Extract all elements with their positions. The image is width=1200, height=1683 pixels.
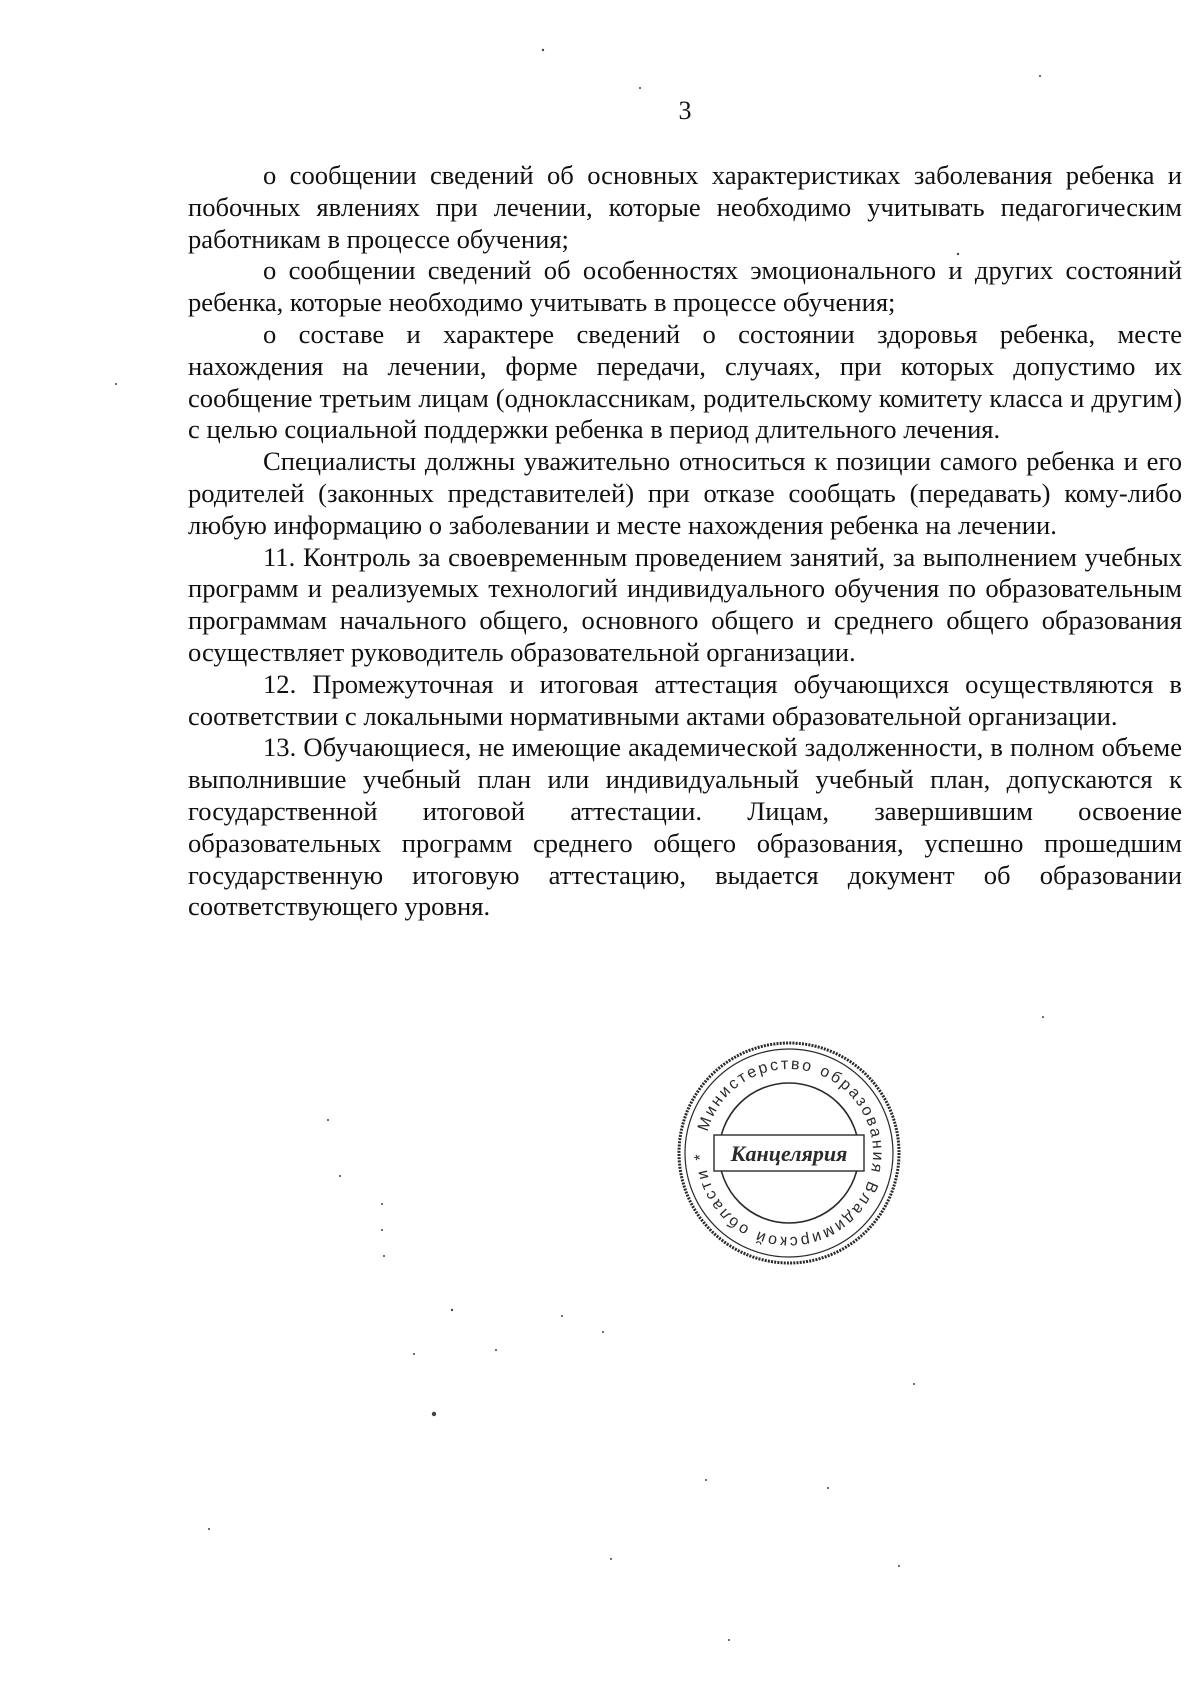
stamp-center-text: Канцелярия: [730, 1141, 848, 1166]
paragraph-item-11: 11. Контроль за своевременным проведением занятий, за выполнением учебных программ и реализуемых технологий индивидуального обучения по образовательным программам начального общего, основного общего и среднего общего образования осуществляет руководитель образовательной организации.: [188, 541, 1182, 667]
stamp-ring-text: Министерство образования Владимирской области *: [691, 1055, 887, 1251]
document-body: [188, 160, 1182, 923]
paragraph-emotional-state: о сообщении сведений об особенностях эмоционального и других состояний ребенка, которые необходимо учитывать в процессе обучения;: [188, 255, 1182, 318]
paragraph-item-13: 13. Обучающиеся, не имеющие академической задолженности, в полном объеме выполнившие учебный план или индивидуальный учебный план, допускаются к государственной итоговой аттестации. Лицам, завершившим освоение образовательных программ среднего общего образования, успешно прошедшим государственную итоговую аттестацию, выдается документ об образовании соответствующего уровня.: [188, 732, 1182, 922]
stamp-seal: [674, 1038, 904, 1268]
paragraph-disease-info: о сообщении сведений об основных характеристиках заболевания ребенка и побочных явлениях при лечении, которые необходимо учитывать педагогическим работникам в процессе обучения;: [188, 160, 1182, 254]
paragraph-specialists-respect: Специалисты должны уважительно относиться к позиции самого ребенка и его родителей (законных представителей) при отказе сообщать (передавать) кому-либо любую информацию о заболевании и месте нахождения ребенка на лечении.: [188, 446, 1182, 540]
paragraph-item-12: 12. Промежуточная и итоговая аттестация обучающихся осуществляются в соответствии с локальными нормативными актами образовательной организации.: [188, 668, 1182, 731]
page-number: 3: [678, 96, 692, 125]
paragraph-health-info-disclosure: о составе и характере сведений о состоянии здоровья ребенка, месте нахождения на лечении, форме передачи, случаях, при которых допустимо их сообщение третьим лицам (одноклассникам, родительскому комитету класса и другим) с целью социальной поддержки ребенка в период длительного лечения.: [188, 318, 1182, 445]
office-stamp: [674, 1038, 904, 1268]
